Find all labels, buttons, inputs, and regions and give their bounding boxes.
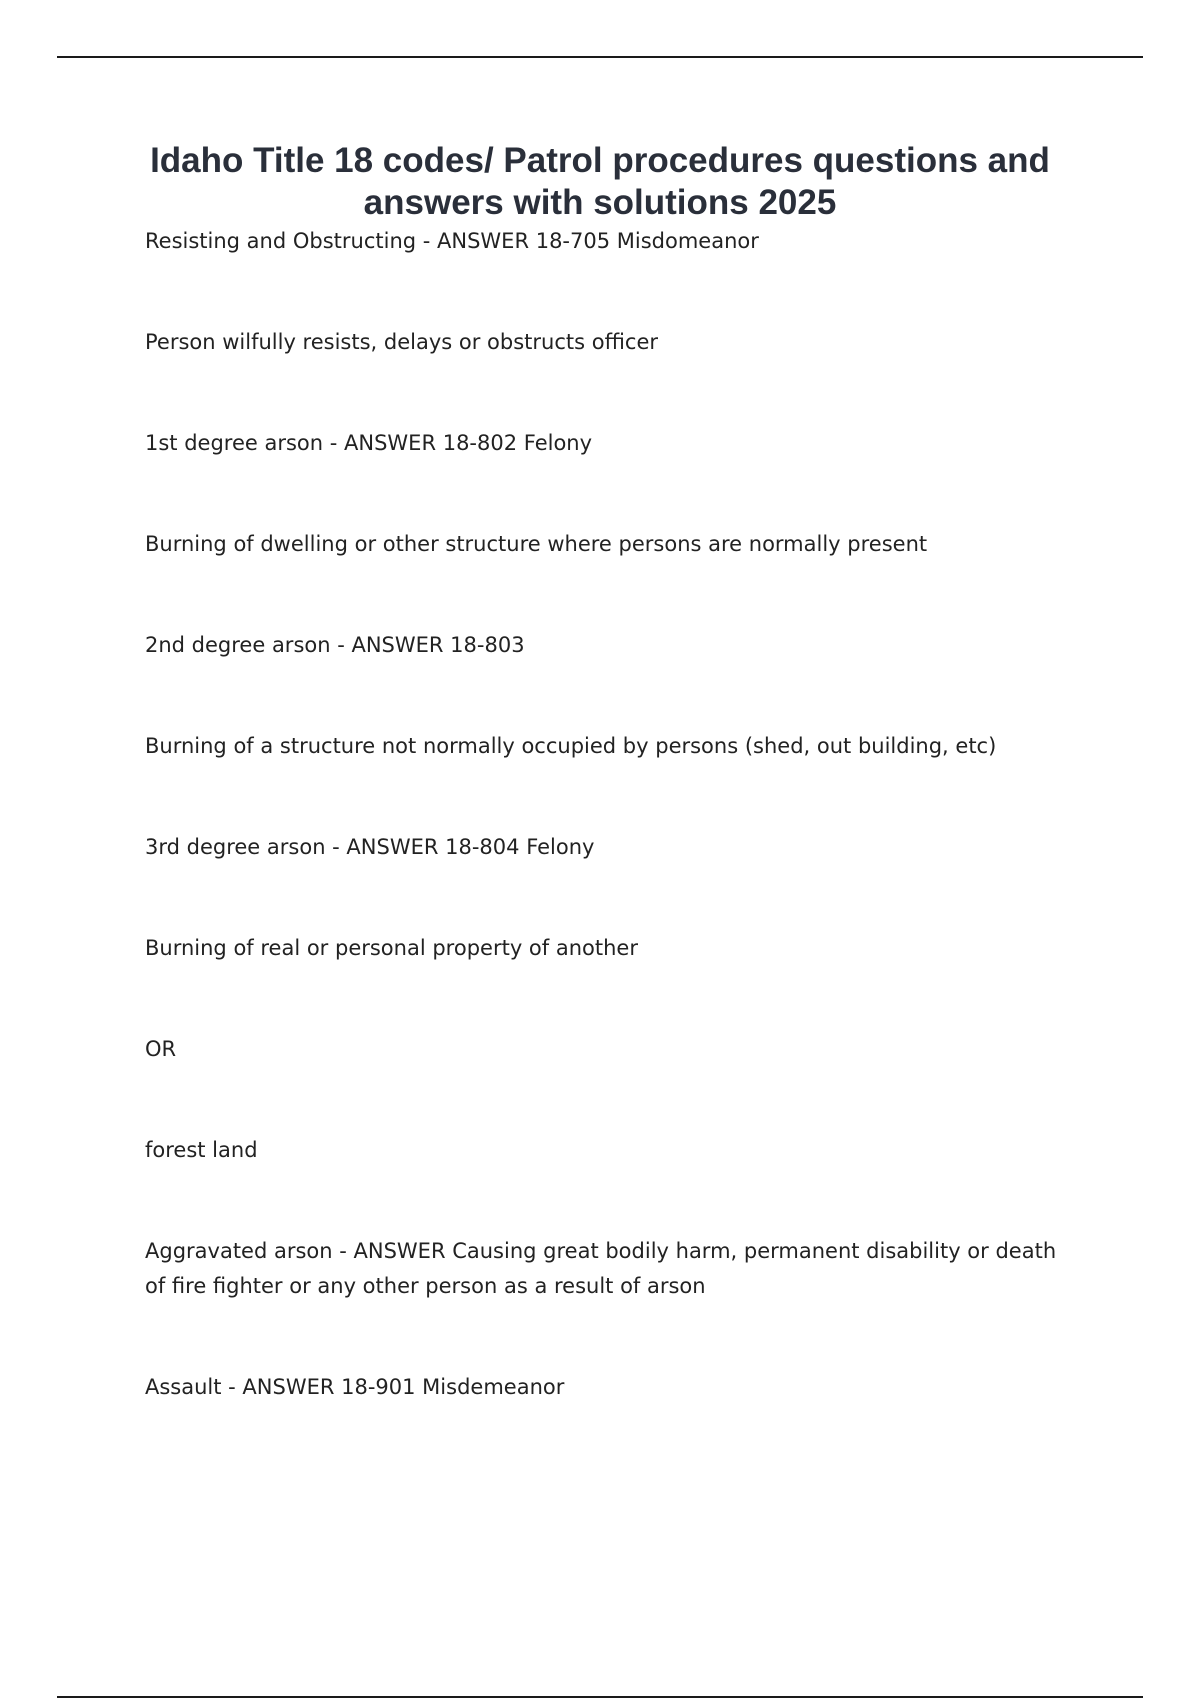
paragraph-or: OR xyxy=(145,1037,177,1061)
document-title: Idaho Title 18 codes/ Patrol procedures questions and answers with solutions 2025 xyxy=(150,141,1050,222)
document-body xyxy=(145,224,1075,1405)
paragraph-first-degree-definition: Burning of dwelling or other structure where persons are normally present xyxy=(145,532,928,556)
paragraph-second-degree-arson: 2nd degree arson - ANSWER 18-803 xyxy=(145,633,525,657)
paragraph-third-degree-arson: 3rd degree arson - ANSWER 18-804 Felony xyxy=(145,835,595,859)
paragraph-resisting-definition: Person wilfully resists, delays or obstructs officer xyxy=(145,330,658,354)
top-rule xyxy=(57,56,1143,58)
paragraph-assault: Assault - ANSWER 18-901 Misdemeanor xyxy=(145,1375,565,1399)
paragraph-second-degree-definition: Burning of a structure not normally occupied by persons (shed, out building, etc) xyxy=(145,734,997,758)
paragraph-resisting-obstructing: Resisting and Obstructing - ANSWER 18-705 Misdomeanor xyxy=(145,229,759,253)
paragraph-third-degree-definition: Burning of real or personal property of another xyxy=(145,936,638,960)
paragraph-aggravated-arson: Aggravated arson - ANSWER Causing great bodily harm, permanent disability or death of fire fighter or any other person as a result of arson xyxy=(145,1239,1057,1298)
paragraph-forest-land: forest land xyxy=(145,1138,258,1162)
bottom-rule xyxy=(57,1696,1143,1698)
paragraph-first-degree-arson: 1st degree arson - ANSWER 18-802 Felony xyxy=(145,431,593,455)
